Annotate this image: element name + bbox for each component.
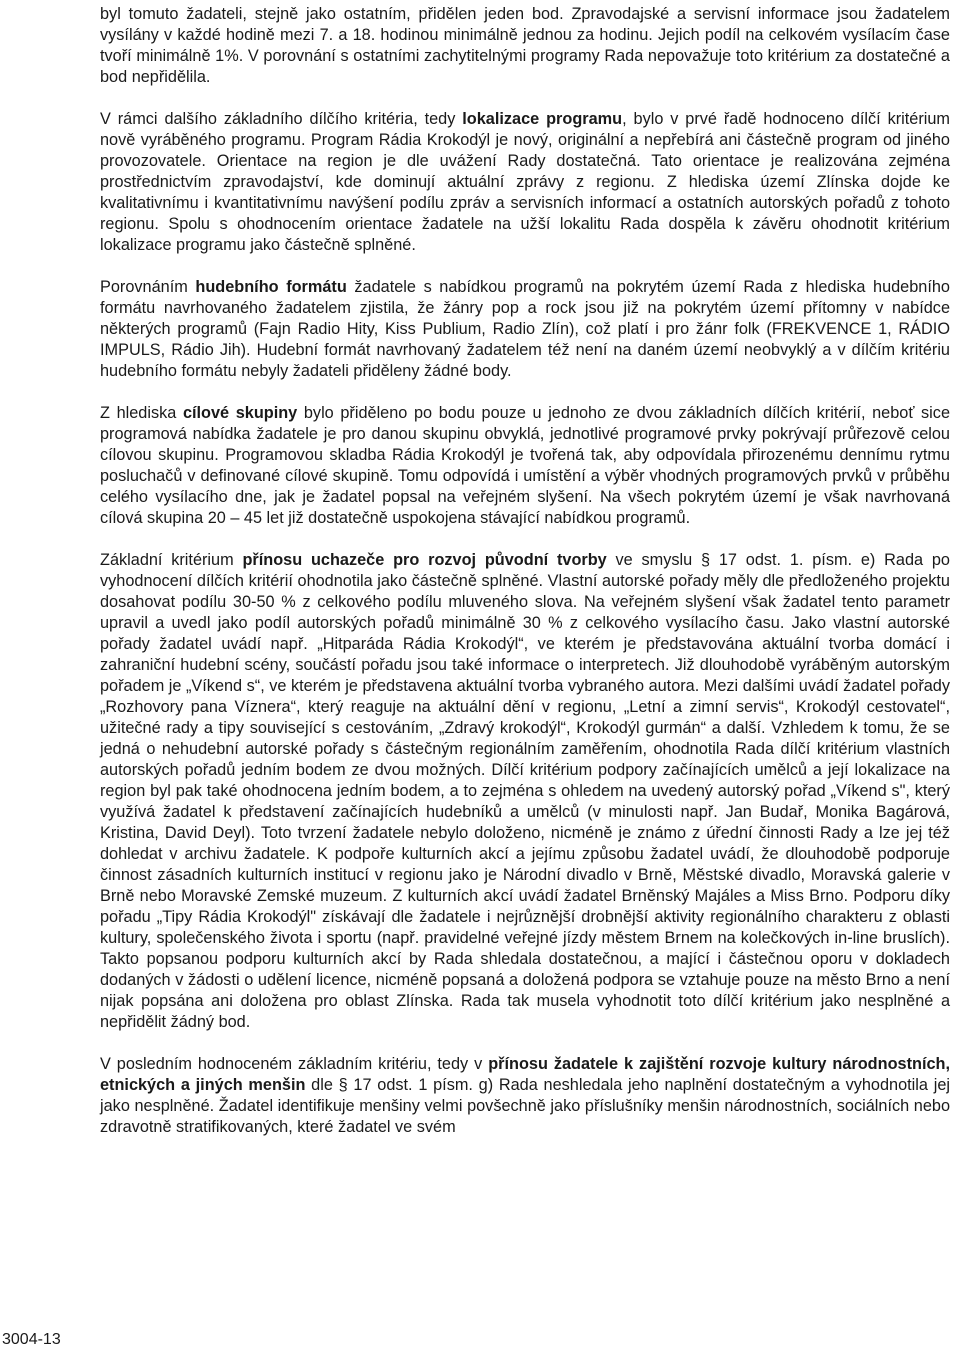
paragraph-puvodni-tvorba: Základní kritérium přínosu uchazeče pro rozvoj původní tvorby ve smyslu § 17 odst. 1. písm. e) Rada po vyhodnocení dílčích kritérií ohodnotila jako částečně splněné. Vlastní autorské pořady měly dle předloženého projektu dosahovat podílu 30-50 % z celkového podílu mluveného slova. Na veřejném slyšení však žadatel tento parametr upravil a uvedl jako podíl autorských pořadů minimálně 30 % z celkového vysílacího času. Jako vlastní autorské pořady žadatel uvádí např. „Hitparáda Rádia Krokodýl“, ve kterém je představována aktuální tvorba domácí i zahraniční hudební scény, součástí pořadu jsou také informace o interpretech. Již dlouhodobě vyráběným autorským pořadem je „Víkend s“, ve kterém je představena aktuální tvorba vybraného autora. Mezi dalšími uvádí žadatel pořady „Rozhovory pana Víznera“, který reaguje na aktuální dění v regionu, „Letní a zimní servis“, Krokodýl cestovatel“, užitečné rady a tipy související s cestováním, „Zdravý krokodýl“, Krokodýl gurmán“ a další. Vzhledem k tomu, že se jedná o nehudební autorské pořady s částečným regionálním zaměřením, ohodnotila Rada dílčí kritérium vlastních autorských pořadů jedním bodem ze dvou možných. Dílčí kritérium podpory začínajících umělců a její lokalizace na region byl pak také ohodnocena jedním bodem, a to zejména s ohledem na uvedený autorský pořad „Víkend s", který využívá žadatel k představení začínajících hudebníků a umělců (v minulosti např. Jan Budař, Monika Bagárová, Kristina, David Deyl). Toto tvrzení žadatele nebylo doloženo, nicméně je známo z úřední činnosti Rady a lze jej též dohledat v archivu žadatele. K podpoře kulturních akcí a jejímu způsobu žadatel uvádí, že dlouhodobě podporuje činnost zásadních kulturních institucí v regionu jako je Národní divadlo v Brně, Městské divadlo, Moravská galerie v Brně nebo Moravské Zemské muzeum. Z kulturních akcí uvádí žadatel Brněnský Majáles a Miss Brno. Podporu díky pořadu „Tipy Rádia Krokodýl" získávají dle žadatele i nejrůznější drobnější aktivity regionálního charakteru z oblasti kultury, společenského života i sportu (např. pravidelné veřejné jízdy městem Brnem na kolečkových in-line bruslích). Takto popsanou podporu kulturních akcí by Rada shledala dostatečnou, a mající i částečnou oporu v dokladech dodaných v žádosti o udělení licence, nicméně popsaná a doložená podpora se vztahuje pouze na město Brno a není nijak popsána ani doložena pro oblast Zlínska. Rada tak musela vyhodnotit toto dílčí kritérium jako nesplněné a nepřidělit žádný bod.	[100, 551, 950, 1031]
bold-puvodni-tvorba: přínosu uchazeče pro rozvoj původní tvorby	[242, 551, 607, 569]
bold-hudebni-format: hudebního formátu	[195, 278, 347, 296]
bold-lokalizace-programu: lokalizace programu	[462, 110, 623, 128]
paragraph-mensiny: V posledním hodnoceném základním kritériu, tedy v přínosu žadatele k zajištění rozvoje kultury národnostních, etnických a jiných menšin dle § 17 odst. 1 písm. g) Rada neshledala jeho naplnění dostatečným a vyhodnotila jej jako nesplněné. Žadatel identifikuje menšiny velmi povšechně jako příslušníky menšin národnostních, sociálních nebo zdravotně stratifikovaných, které žadatel ve svém	[100, 1055, 950, 1136]
document-id-footer: 3004-13	[2, 1331, 61, 1348]
bold-cilova-skupina: cílové skupiny	[182, 404, 298, 422]
paragraph-cilova-skupina: Z hlediska cílové skupiny bylo přiděleno po bodu pouze u jednoho ze dvou základních dílčích kritérií, neboť sice programová nabídka žadatele je pro danou skupinu obvyklá, jednotlivé programové prvky pokrývají průřezově celou cílovou skupinu. Programovou skladba Rádia Krokodýl je tvořená tak, aby odpovídala přirozenému dennímu rytmu posluchačů v definované cílové skupině. Tomu odpovídá i umístění a výběr vhodných programových prvků v průběhu celého vysílacího dne, jak je žadatel popsal na veřejném slyšení. Na všech pokrytém území je však navrhovaná cílová skupina 20 – 45 let již dostatečně uspokojena stávající nabídkou programů.	[100, 404, 950, 527]
document-body	[100, 4, 950, 1159]
bold-mensiny: přínosu žadatele k zajištění rozvoje kultury národnostních, etnických a jiných menšin	[100, 1055, 950, 1094]
paragraph-lokalizace-programu: V rámci dalšího základního dílčího kritéria, tedy lokalizace programu, bylo v prvé řadě hodnoceno dílčí kritérium nově vyráběného programu. Program Rádia Krokodýl je nový, originální a nepřebírá ani částečně program od jiného provozovatele. Orientace na region je dle uvážení Rady dostatečná. Tato orientace je realizována zejména prostřednictvím zpravodajství, kde dominují aktuální zprávy z regionu. Z hlediska území Zlínska dojde ke kvalitativnímu i kvantitativnímu navýšení podílu zpráv a servisních informací a ostatních autorských pořadů z tohoto regionu. Spolu s ohodnocením orientace žadatele na užší lokalitu Rada dospěla k závěru ohodnotit kritérium lokalizace programu jako částečně splněné.	[100, 110, 950, 254]
paragraph-servisni-informace: byl tomuto žadateli, stejně jako ostatním, přidělen jeden bod. Zpravodajské a servisní informace jsou žadatelem vysílány v každé hodině mezi 7. a 18. hodinou minimálně jednou za hodinu. Jejich podíl na celkovém vysílacím čase tvoří minimálně 1%. V porovnání s ostatními zachytitelnými programy Rada nepovažuje toto kritérium za dostatečné a bod nepřidělila.	[100, 5, 950, 86]
paragraph-hudebni-format: Porovnáním hudebního formátu žadatele s nabídkou programů na pokrytém území Rada z hlediska hudebního formátu navrhovaného žadatelem zjistila, že žánry pop a rock jsou již na pokrytém území přítomny v nabídce některých programů (Fajn Radio Hity, Kiss Publium, Radio Zlín), což platí i pro žánr folk (FREKVENCE 1, RÁDIO IMPULS, Rádio Jih). Hudební formát navrhovaný žadatelem též není na daném území neobvyklý a v dílčím kritériu hudebního formátu nebyly žadateli přiděleny žádné body.	[100, 278, 950, 380]
